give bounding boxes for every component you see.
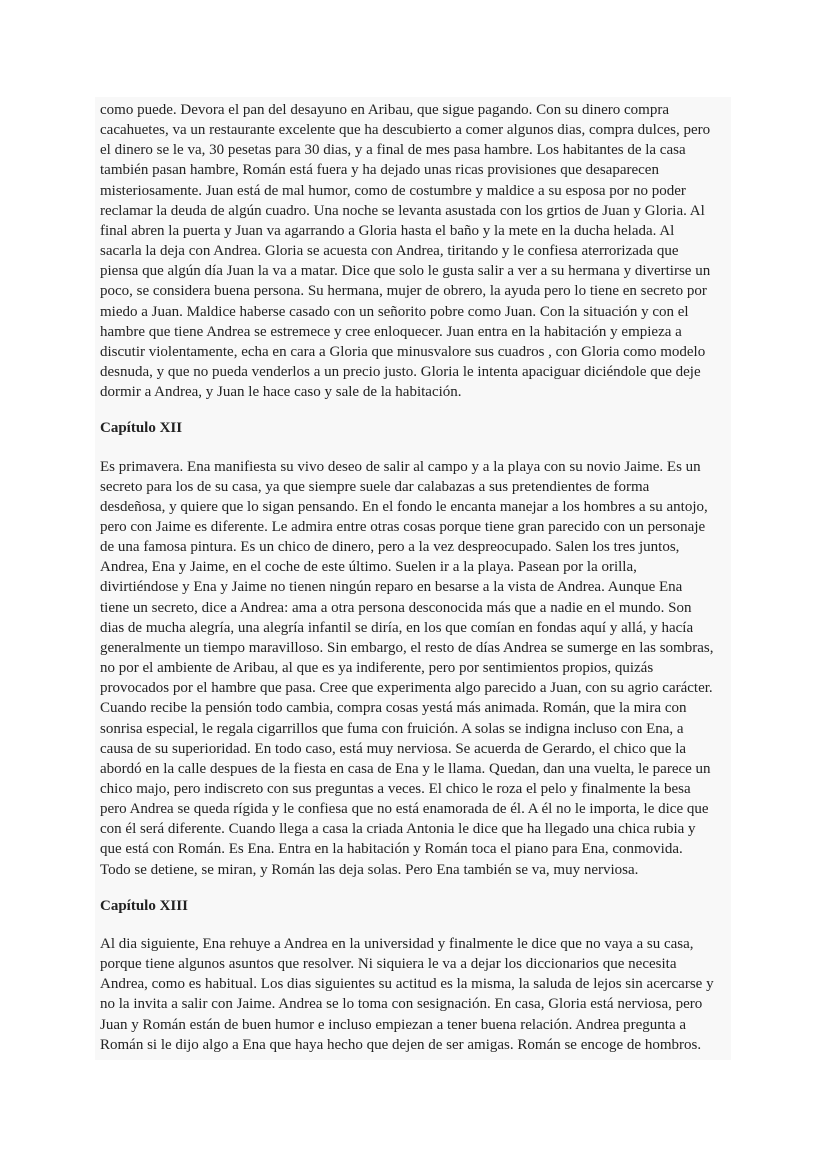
- text-line: Román si le dijo algo a Ena que haya hecho que dejen de ser amigas. Román se encoge de hombros.: [100, 1036, 702, 1053]
- text-line: cacahuetes, va un restaurante excelente que ha descubierto a comer algunos dias, compra dulces, pero: [100, 122, 711, 139]
- text-line: Andrea, como es habitual. Los dias siguientes su actitud es la misma, la saluda de lejos sin acercarse y: [100, 976, 714, 993]
- text-line: discutir violentamente, echa en cara a Gloria que minusvalore sus cuadros , con Gloria como modelo: [100, 343, 706, 360]
- text-line: misteriosamente. Juan está de mal humor, como de costumbre y maldice a su esposa por no poder: [100, 182, 686, 199]
- text-line: como puede. Devora el pan del desayuno en Aribau, que sigue pagando. Con su dinero compra: [100, 102, 670, 118]
- text-line: causa de su superioridad. En todo caso, está muy nerviosa. Se acuerda de Gerardo, el chico que la: [100, 740, 687, 757]
- text-line: miedo a Juan. Maldice haberse casado con un señorito pobre como Juan. Con la situación y con el: [100, 303, 689, 320]
- text-line: no la invita a salir con Jaime. Andrea se lo toma con sesignación. En casa, Gloria está nerviosa, pero: [100, 996, 703, 1013]
- text-line: Andrea, Ena y Jaime, en el coche de este último. Suelen ir a la playa. Pasean por la orilla,: [100, 559, 637, 576]
- text-line: final abren la puerta y Juan va agarrando a Gloria hasta el baño y la mete en la ducha helada. Al: [100, 222, 675, 239]
- text-line: tiene un secreto, dice a Andrea: ama a otra persona desconocida más que a nadie en el mundo. Son: [100, 599, 692, 616]
- text-line: provocados por el hambre que pasa. Cree que experimenta algo parecido a Juan, con su agrio carácter.: [100, 680, 713, 697]
- document-body: [100, 100, 740, 1055]
- text-line: hambre que tiene Andrea se estremece y cree enloquecer. Juan entra en la habitación y empieza a: [100, 323, 682, 340]
- text-line: sonrisa especial, le regala cigarrillos que fuma con fruición. A solas se indigna incluso con Ena, a: [100, 720, 684, 737]
- paragraph-2: [100, 457, 740, 880]
- text-line: poco, se considera buena persona. Su hermana, mujer de obrero, la ayuda pero lo tiene en secreto por: [100, 283, 707, 300]
- paragraph-3: [100, 934, 740, 1055]
- text-line: desnuda, y que no pueda venderlos a un precio justo. Gloria le intenta apaciguar diciéndole que deje: [100, 364, 701, 381]
- paragraph-1: [100, 100, 740, 402]
- text-line: sacarla la deja con Andrea. Gloria se acuesta con Andrea, tiritando y le confiesa aterrorizada que: [100, 243, 679, 260]
- text-line: abordó en la calle despues de la fiesta en casa de Ena y le llama. Quedan, dan una vuelta, le parece un: [100, 760, 711, 777]
- text-line: también pasan hambre, Román está fuera y ha dejado unas ricas provisiones que desaparecen: [100, 162, 659, 179]
- text-line: dormir a Andrea, y Juan le hace caso y sale de la habitación.: [100, 384, 462, 401]
- text-line: Cuando recibe la pensión todo cambia, compra cosas yestá más animada. Román, que la mira con: [100, 700, 687, 717]
- text-line: generalmente un tiempo maravilloso. Sin embargo, el resto de días Andrea se sumerge en las sombras,: [100, 639, 714, 656]
- text-line: porque tiene algunos asuntos que resolver. Ni siquiera le va a dejar los diccionarios que necesita: [100, 956, 677, 973]
- text-line: reclamar la deuda de algún cuadro. Una noche se levanta asustada con los grtios de Juan y Gloria. Al: [100, 202, 705, 219]
- text-line: chico majo, pero indiscreto con sus preguntas a veces. El chico le roza el pelo y finalmente la besa: [100, 781, 691, 797]
- text-line: pero Andrea se queda rígida y le confiesa que no está enamorada de él. A él no le importa, le dice que: [100, 801, 709, 818]
- text-line: el dinero se le va, 30 pesetas para 30 dias, y a final de mes pasa hambre. Los habitantes de la casa: [100, 142, 686, 159]
- text-line: con él será diferente. Cuando llega a casa la criada Antonia le dice que ha llegado una chica rubia y: [100, 821, 696, 838]
- text-line: de una famosa pintura. Es un chico de dinero, pero a la vez despreocupado. Salen los tres juntos,: [100, 539, 680, 556]
- chapter-heading-xii: Capítulo XII: [100, 420, 183, 437]
- text-line: Es primavera. Ena manifiesta su vivo deseo de salir al campo y a la playa con su novio Jaime. Es un: [100, 458, 701, 475]
- text-line: dias de mucha alegría, una alegría infantil se diría, en los que comían en fondas aquí y allá, y hacía: [100, 619, 694, 636]
- text-line: Todo se detiene, se miran, y Román las deja solas. Pero Ena también se va, muy nerviosa.: [100, 861, 639, 878]
- chapter-heading-xiii: Capítulo XIII: [100, 897, 188, 914]
- text-line: piensa que algún día Juan la va a matar. Dice que solo le gusta salir a ver a su hermana y divertirse un: [100, 263, 711, 280]
- text-line: Juan y Román están de buen humor e incluso empiezan a tener buena relación. Andrea pregunta a: [100, 1016, 687, 1033]
- text-line: secreto para los de su casa, ya que siempre suele dar calabazas a sus pretendientes de forma: [100, 478, 650, 495]
- text-line: Al dia siguiente, Ena rehuye a Andrea en la universidad y finalmente le dice que no vaya a su casa,: [100, 935, 694, 952]
- text-line: que está con Román. Es Ena. Entra en la habitación y Román toca el piano para Ena, conmovida.: [100, 841, 683, 858]
- text-line: divirtiéndose y Ena y Jaime no tienen ningún reparo en besarse a la vista de Andrea. Aunque Ena: [100, 579, 683, 596]
- text-line: no por el ambiente de Aribau, al que es ya indiferente, pero por sentimientos propios, quizás: [100, 660, 654, 677]
- text-line: desdeñosa, y quiere que lo sigan pensando. En el fondo le encanta manejar a los hombres a su antojo,: [100, 498, 708, 515]
- text-line: pero con Jaime es diferente. Le admira entre otras cosas porque tiene gran parecido con un personaje: [100, 518, 706, 535]
